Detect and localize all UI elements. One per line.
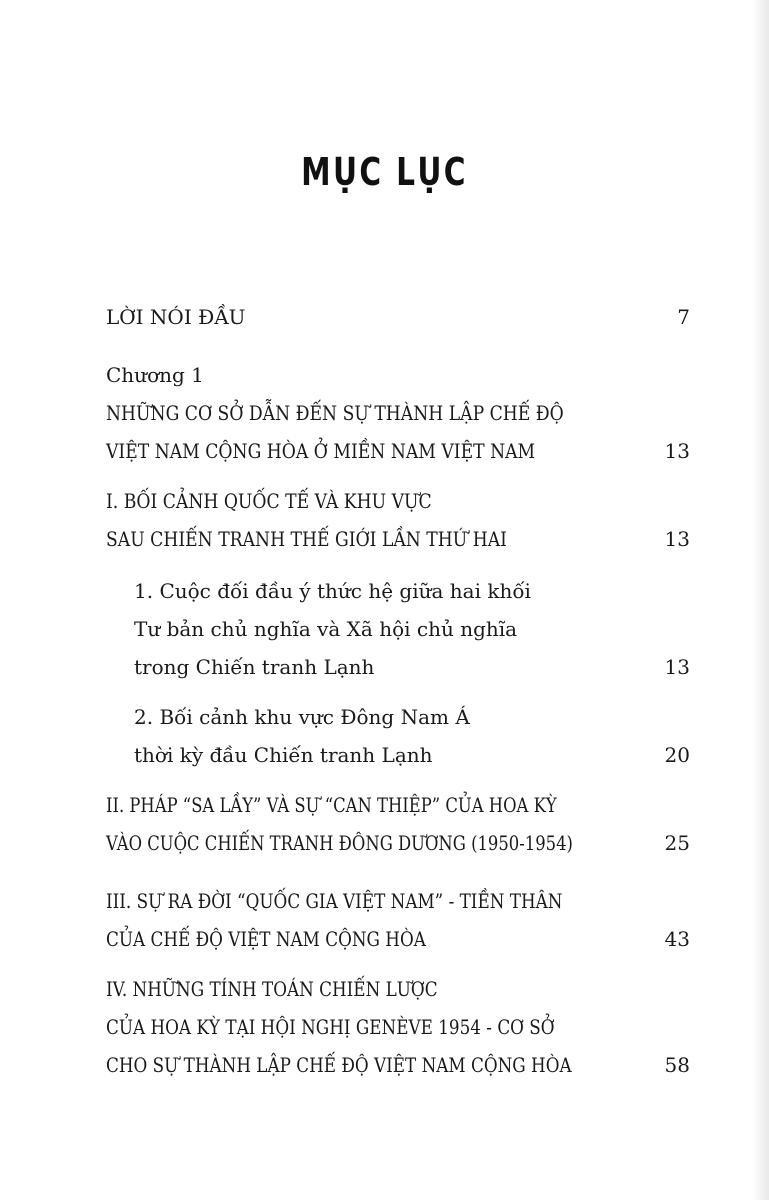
toc-page-number: 25 bbox=[664, 831, 690, 855]
toc-page-number: 13 bbox=[664, 439, 690, 463]
toc-entry-line: Tư bản chủ nghĩa và Xã hội chủ nghĩa bbox=[134, 617, 518, 641]
toc-page-number: 7 bbox=[677, 305, 690, 329]
toc-page-number: 58 bbox=[664, 1053, 690, 1077]
toc-page-number: 43 bbox=[664, 927, 690, 951]
toc-entry-section-4[interactable] bbox=[106, 970, 690, 1084]
toc-entry-preface[interactable] bbox=[106, 298, 690, 336]
toc-entry-line: IV. NHỮNG TÍNH TOÁN CHIẾN LƯỢC bbox=[106, 977, 438, 1001]
toc-entry-line: CỦA CHẾ ĐỘ VIỆT NAM CỘNG HÒA bbox=[106, 927, 426, 951]
toc-entry-line: I. BỐI CẢNH QUỐC TẾ VÀ KHU VỰC bbox=[106, 489, 432, 513]
toc-chapter-label: Chương 1 bbox=[106, 363, 204, 387]
toc-page-number: 20 bbox=[664, 743, 690, 767]
toc-page-number: 13 bbox=[664, 527, 690, 551]
toc-entry-line: 2. Bối cảnh khu vực Đông Nam Á bbox=[134, 705, 470, 729]
toc-entry-line: VÀO CUỘC CHIẾN TRANH ĐÔNG DƯƠNG (1950-1954) bbox=[106, 831, 573, 855]
toc-entry-line: NHỮNG CƠ SỞ DẪN ĐẾN SỰ THÀNH LẬP CHẾ ĐỘ bbox=[106, 401, 564, 425]
toc-entry-line: VIỆT NAM CỘNG HÒA Ở MIỀN NAM VIỆT NAM bbox=[106, 439, 536, 463]
toc-entry-line: SAU CHIẾN TRANH THẾ GIỚI LẦN THỨ HAI bbox=[106, 527, 507, 551]
toc-entry-subsection-1[interactable] bbox=[106, 572, 690, 686]
toc-entry-line: CỦA HOA KỲ TẠI HỘI NGHỊ GENÈVE 1954 - CƠ SỞ bbox=[106, 1015, 555, 1039]
table-of-contents bbox=[106, 298, 690, 1084]
toc-entry-line: LỜI NÓI ĐẦU bbox=[106, 305, 246, 329]
toc-entry-line: III. SỰ RA ĐỜI “QUỐC GIA VIỆT NAM” - TIỀN THÂN bbox=[106, 889, 563, 913]
toc-entry-line: 1. Cuộc đối đầu ý thức hệ giữa hai khối bbox=[134, 579, 531, 603]
toc-entry-subsection-2[interactable] bbox=[106, 698, 690, 774]
page-title: MỤC LỤC bbox=[301, 150, 468, 194]
toc-page-number: 13 bbox=[664, 655, 690, 679]
toc-entry-line: CHO SỰ THÀNH LẬP CHẾ ĐỘ VIỆT NAM CỘNG HÒA bbox=[106, 1053, 572, 1077]
page-edge-shadow bbox=[753, 0, 769, 1200]
toc-entry-section-1[interactable] bbox=[106, 482, 690, 558]
toc-entry-section-3[interactable] bbox=[106, 882, 690, 958]
toc-entry-line: II. PHÁP “SA LẦY” VÀ SỰ “CAN THIỆP” CỦA HOA KỲ bbox=[106, 793, 557, 817]
toc-entry-line: trong Chiến tranh Lạnh bbox=[134, 655, 375, 679]
toc-entry-chapter-1[interactable] bbox=[106, 356, 690, 470]
toc-entry-line: thời kỳ đầu Chiến tranh Lạnh bbox=[134, 743, 433, 767]
toc-entry-section-2[interactable] bbox=[106, 786, 690, 862]
